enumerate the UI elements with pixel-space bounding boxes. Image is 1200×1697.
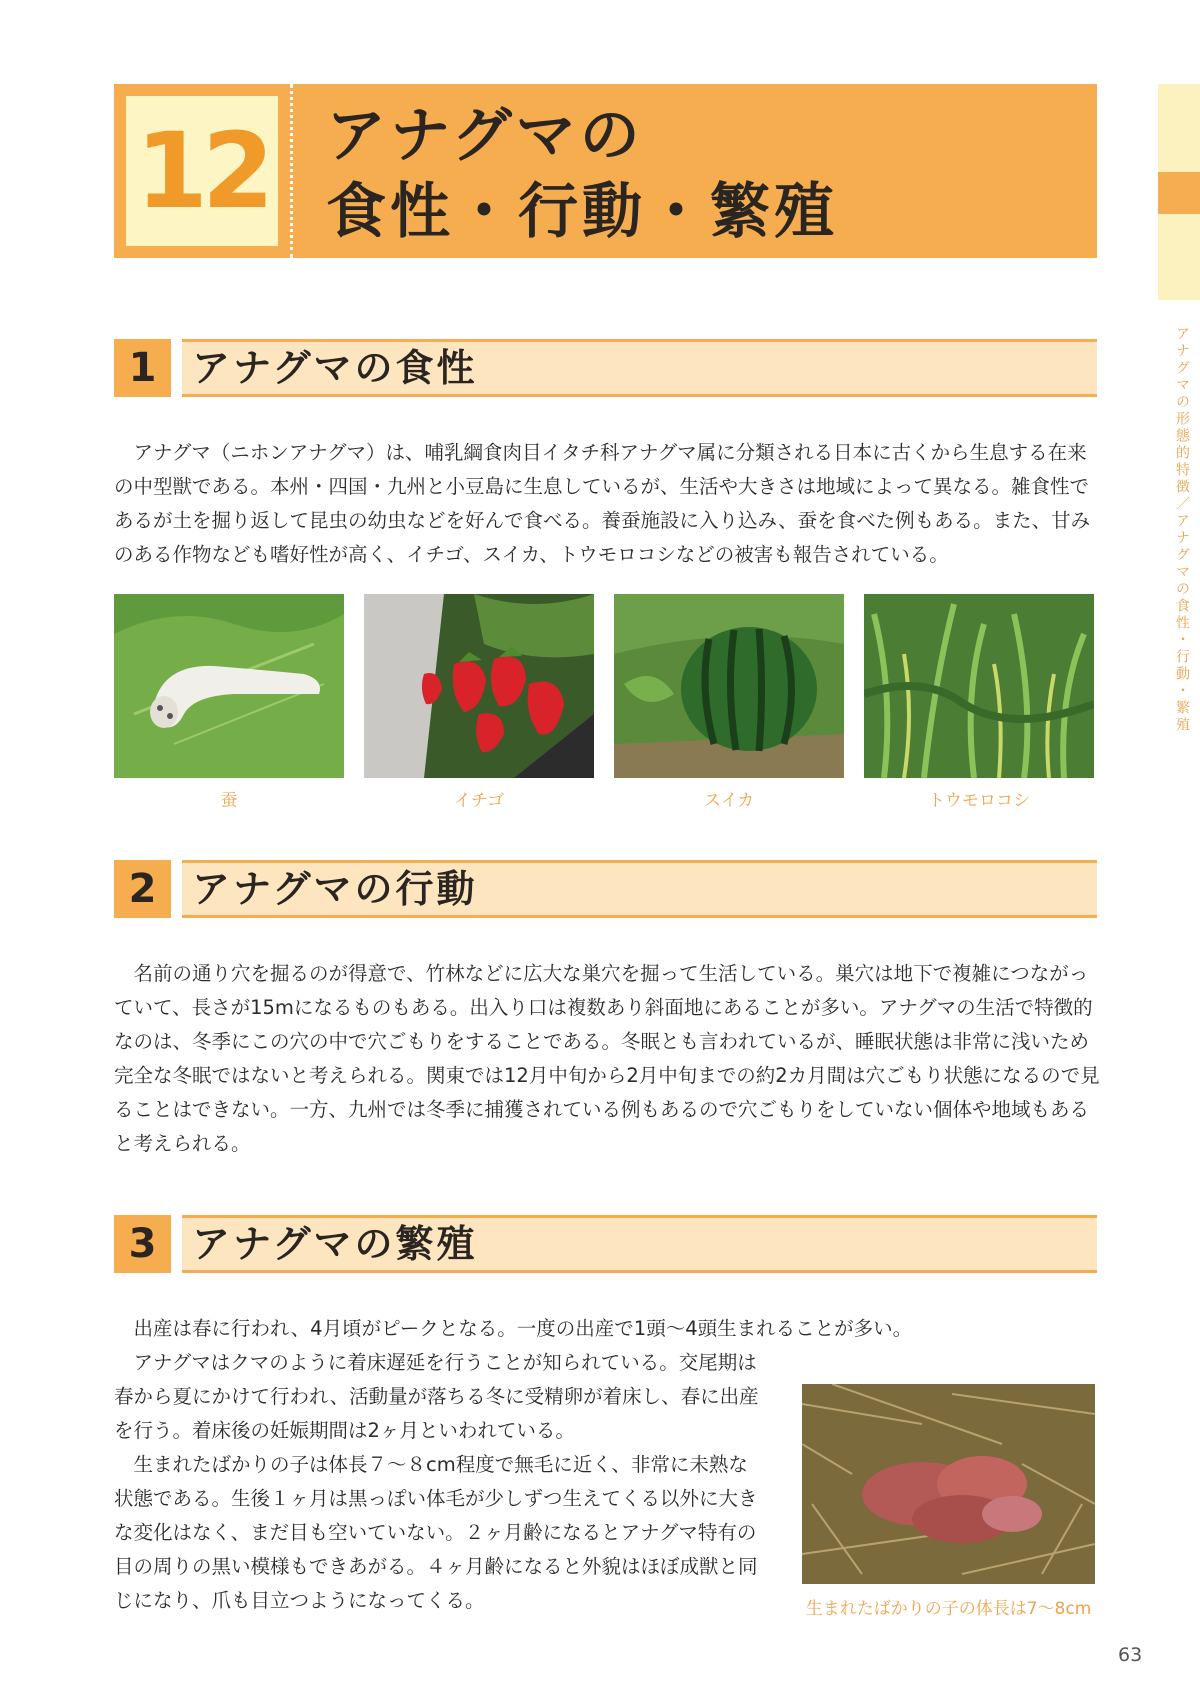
page-number: 63 bbox=[1118, 1644, 1143, 1666]
chapter-divider bbox=[290, 84, 293, 258]
section-title: アナグマの食性 bbox=[192, 346, 478, 390]
silkworm-photo bbox=[114, 594, 344, 778]
strawberry-icon bbox=[364, 594, 594, 778]
paragraph: 生まれたばかりの子は体長７～８cm程度で無毛に近く、非常に未熟な状態である。生後１ヶ月は黒っぽい体毛が少しずつ生えてくる以外に大きな変化はなく、まだ目も空いていない。２ヶ月齢になるとアナグマ特有の目の周りの黒い模様もできあがる。４ヶ月齢になると外貌はほぼ成獣と同じになり、爪も目立つようになってくる。 bbox=[114, 1453, 758, 1612]
watermelon-icon bbox=[614, 594, 844, 778]
paragraph: アナグマ（ニホンアナグマ）は、哺乳綱食肉目イタチ科アナグマ属に分類される日本に古くから生息する在来の中型獣である。本州・四国・九州と小豆島に生息しているが、生活や大きさは地域によって異なる。雑食性であるが土を掘り返して昆虫の幼虫などを好んで食べる。養蚕施設に入り込み、蚕を食べた例もある。また、甘みのある作物なども嗜好性が高く、イチゴ、スイカ、トウモロコシなどの被害も報告されている。 bbox=[114, 441, 1091, 566]
paragraph: アナグマはクマのように着床遅延を行うことが知られている。交尾期は春から夏にかけて行われ、活動量が落ちる冬に受精卵が着床し、春に出産を行う。着床後の妊娠期間は2ヶ月といわれている。 bbox=[114, 1351, 759, 1442]
photo-caption: トウモロコシ bbox=[928, 791, 1030, 811]
section-1-body bbox=[114, 436, 1104, 572]
chapter-title bbox=[326, 98, 1086, 250]
paragraph: 名前の通り穴を掘るのが得意で、竹林などに広大な巣穴を掘って生活している。巣穴は地下で複雑につながっていて、長さが15mになるものもある。出入り口は複数あり斜面地にあることが多い。アナグマの生活で特徴的なのは、冬季にこの穴の中で穴ごもりをすることである。冬眠とも言われているが、睡眠状態は非常に浅いため完全な冬眠ではないと考えられる。関東では12月中旬から2月中旬までの約2カ月間は穴ごもり状態になるので見ることはできない。一方、九州では冬季に捕獲されている例もあるので穴ごもりをしていない個体や地域もあると考えられる。 bbox=[114, 962, 1100, 1155]
chapter-number: 12 bbox=[135, 110, 269, 232]
section-number: 3 bbox=[114, 1215, 171, 1273]
silkworm-icon bbox=[114, 594, 344, 778]
badger-cubs-icon bbox=[802, 1384, 1095, 1584]
side-tab-active bbox=[1158, 172, 1200, 214]
section-3-body bbox=[114, 1346, 760, 1618]
photo-caption: 蚕 bbox=[220, 791, 238, 811]
strawberry-photo bbox=[364, 594, 594, 778]
chapter-header bbox=[114, 84, 1097, 258]
section-3-intro bbox=[114, 1312, 1104, 1346]
chapter-title-line2: 食性・行動・繁殖 bbox=[326, 177, 838, 247]
section-2-body bbox=[114, 957, 1104, 1161]
chapter-title-line1: アナグマの bbox=[326, 101, 644, 171]
side-section-label: アナグマの形態的特徴／アナグマの食性・行動・繁殖 bbox=[1174, 326, 1190, 734]
paragraph: 出産は春に行われ、4月頃がピークとなる。一度の出産で1頭～4頭生まれることが多い。 bbox=[133, 1317, 913, 1340]
corn-photo bbox=[864, 594, 1094, 778]
chapter-number-box bbox=[126, 96, 278, 246]
section-title: アナグマの繁殖 bbox=[192, 1222, 478, 1266]
watermelon-photo bbox=[614, 594, 844, 778]
section-title: アナグマの行動 bbox=[192, 867, 478, 911]
section-heading-1 bbox=[114, 339, 1097, 397]
photo-caption: 生まれたばかりの子の体長は7～8cm bbox=[805, 1599, 1092, 1619]
badger-cubs-photo bbox=[802, 1384, 1095, 1584]
side-tab-bottom bbox=[1158, 214, 1200, 300]
section-heading-3 bbox=[114, 1215, 1097, 1273]
corn-icon bbox=[864, 594, 1094, 778]
section-heading-2 bbox=[114, 860, 1097, 918]
photo-caption: スイカ bbox=[703, 791, 755, 811]
side-tab-top bbox=[1158, 84, 1200, 172]
section-number: 2 bbox=[114, 860, 171, 918]
photo-caption: イチゴ bbox=[453, 791, 505, 811]
section-number: 1 bbox=[114, 339, 171, 397]
